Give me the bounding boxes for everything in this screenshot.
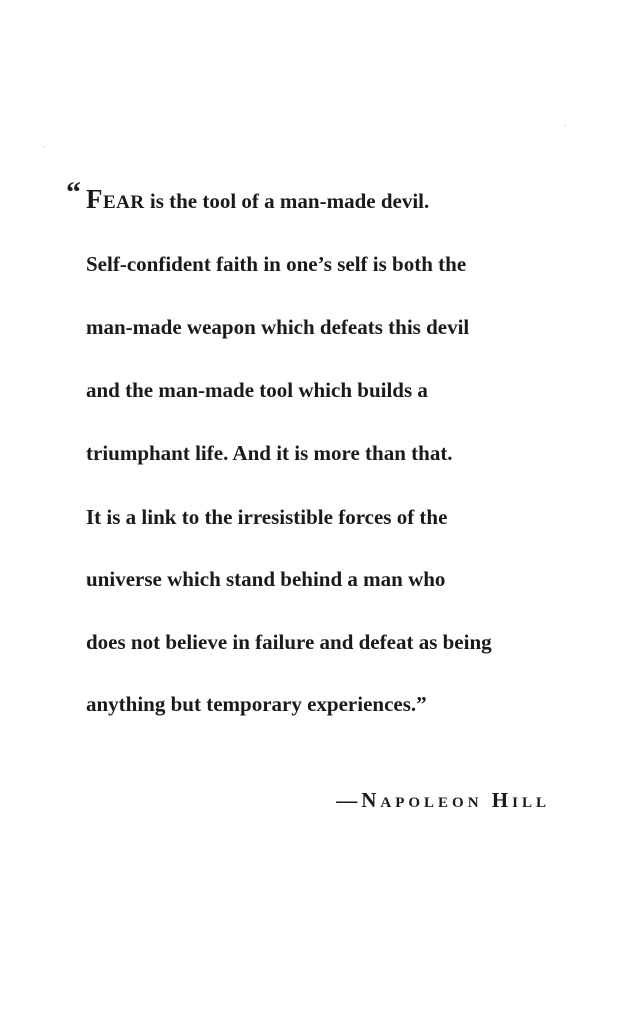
quote-line-2: Self-confident faith in one’s self is both the — [86, 252, 467, 276]
quote-line-1-text: is the tool of a man-made devil. — [144, 189, 430, 213]
quote-lead-word: Fear — [86, 184, 145, 214]
quote-line-4: and the man-made tool which builds a — [86, 378, 428, 402]
quote-line-9: anything but temporary experiences.” — [86, 692, 427, 716]
quote-attribution: —Napoleon Hill — [336, 788, 550, 812]
quote-line-7: universe which stand behind a man who — [86, 567, 446, 591]
quote-line-8: does not believe in failure and defeat as being — [86, 630, 492, 654]
paper-speck — [44, 146, 45, 148]
quote-line-1 — [86, 186, 429, 214]
paper-speck — [565, 124, 566, 126]
quote-line-5: triumphant life. And it is more than that. — [86, 441, 453, 465]
quote-line-3: man-made weapon which defeats this devil — [86, 315, 470, 339]
opening-quote-mark: “ — [66, 176, 81, 209]
quote-line-6: It is a link to the irresistible forces of the — [86, 505, 448, 529]
